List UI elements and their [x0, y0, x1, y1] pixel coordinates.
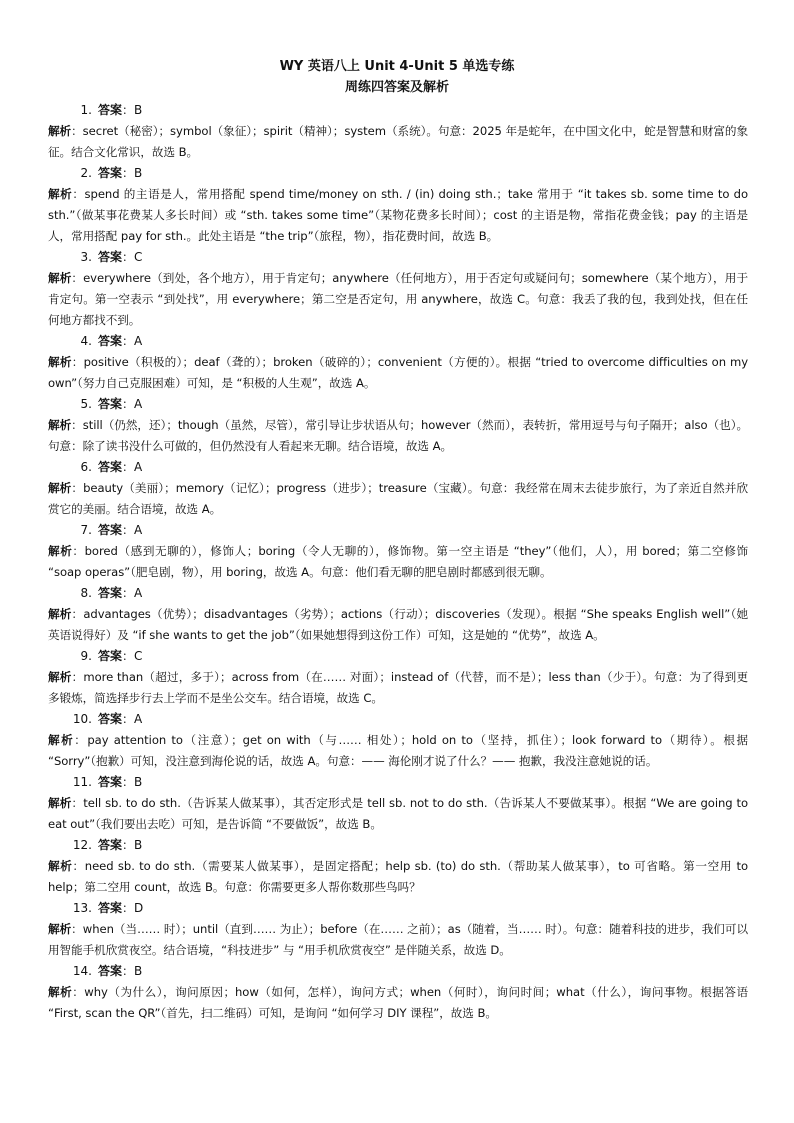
answer-colon: ： [122, 460, 135, 474]
explanation-label: 解析 [48, 481, 72, 495]
question-number: 14. [72, 964, 92, 978]
question-number: 3. [80, 250, 92, 264]
answer-item [48, 520, 748, 583]
explanation-colon: ： [71, 796, 84, 810]
answer-label: 答案 [98, 103, 123, 117]
answer-line [48, 394, 748, 415]
answer-colon: ： [122, 166, 135, 180]
answer-label: 答案 [98, 250, 123, 264]
explanation-label: 解析 [48, 271, 72, 285]
answer-colon: ： [122, 712, 135, 726]
explanation-label: 解析 [48, 859, 73, 873]
answer-item [48, 163, 748, 247]
question-number: 1. [80, 103, 92, 117]
explanation-text: spend 的主语是人，常用搭配 spend time/money on sth. / (in) doing sth.；take 常用于 “it takes sb. some time to do sth.”（做某事花费某人多长时间）或 “sth. takes some time”（某物花费多长时间）；cost 的主语是物，常指花费金钱；pay 的主语是人，常用搭配 pay for sth.。此处主语是 “the trip”（旅程，物），指花费时间，故选 B。 [48, 187, 749, 243]
answer-line [48, 772, 748, 793]
answer-label: 答案 [98, 838, 123, 852]
explanation-colon: ： [74, 733, 88, 747]
explanation-text: everywhere（到处，各个地方），用于肯定句；anywhere（任何地方），用于否定句或疑问句；somewhere（某个地方），用于肯定句。第一空表示 “到处找”，用 everywhere；第二空是否定句，用 anywhere，故选 C。句意：我丢了我的包，我到处找，但在任何地方都找不到。 [48, 271, 748, 327]
answer-line [48, 898, 748, 919]
explanation-colon: ： [71, 271, 84, 285]
explanation-text: when（当…… 时）；until（直到…… 为止）；before（在…… 之前）；as（随着，当…… 时）。句意：随着科技的进步，我们可以用智能手机欣赏夜空。结合语境，“科技进步” 与 “用手机欣赏夜空” 是伴随关系，故选 D。 [48, 922, 749, 957]
answer-label: 答案 [98, 334, 123, 348]
explanation-paragraph [48, 919, 748, 961]
explanation-colon: ： [72, 187, 85, 201]
answer-item [48, 247, 748, 331]
explanation-text: positive（积极的）；deaf（聋的）；broken（破碎的）；convenient（方便的）。根据 “tried to overcome difficulties on my own”（努力自己克服困难）可知，是 “积极的人生观”，故选 A。 [48, 355, 749, 390]
answer-colon: ： [122, 964, 135, 978]
explanation-paragraph [48, 121, 748, 163]
explanation-label: 解析 [48, 670, 72, 684]
explanation-colon: ： [71, 922, 83, 936]
answer-colon: ： [122, 775, 135, 789]
explanation-text: advantages（优势）；disadvantages（劣势）；actions（行动）；discoveries（发现）。根据 “She speaks English well”（她英语说得好）及 “if she wants to get the job”（如果她想得到这份工作）可知，这是她的 “优势”，故选 A。 [48, 607, 749, 642]
answer-colon: ： [122, 523, 135, 537]
explanation-colon: ： [72, 544, 85, 558]
answer-item [48, 835, 748, 898]
answer-item [48, 646, 748, 709]
explanation-text: tell sb. to do sth.（告诉某人做某事），其否定形式是 tell sb. not to do sth.（告诉某人不要做某事）。根据 “We are going to eat out”（我们要出去吃）可知，是告诉简 “不要做饭”，故选 B。 [48, 796, 749, 831]
answer-label: 答案 [98, 712, 123, 726]
explanation-label: 解析 [48, 607, 72, 621]
answer-colon: ： [122, 397, 135, 411]
question-number: 5. [80, 397, 92, 411]
explanation-text: pay attention to（注意）；get on with（与…… 相处）；hold on to（坚持，抓住）；look forward to（期待）。根据 “Sorry”（抱歉）可知，没注意到海伦说的话，故选 A。句意：—— 海伦刚才说了什么？—— 抱歉，我没注意她说的话。 [48, 733, 749, 768]
answer-value: D [134, 901, 144, 915]
explanation-colon: ： [71, 607, 84, 621]
answer-colon: ： [122, 103, 135, 117]
answer-value: A [134, 334, 143, 348]
question-number: 11. [72, 775, 92, 789]
explanation-paragraph [48, 268, 748, 331]
answer-value: A [134, 586, 143, 600]
explanation-label: 解析 [48, 124, 72, 138]
explanation-text: need sb. to do sth.（需要某人做某事），是固定搭配；help sb. (to) do sth.（帮助某人做某事），to 可省略。第一空用 to help；第二空用 count，故选 B。句意：你需要更多人帮你数那些鸟吗？ [48, 859, 749, 894]
answer-item [48, 772, 748, 835]
explanation-colon: ： [72, 985, 85, 999]
explanation-text: more than（超过，多于）；across from（在…… 对面）；instead of（代替，而不是）；less than（少于）。句意：为了得到更多锻炼，简选择步行去上学而不是坐公交车。结合语境，故选 C。 [48, 670, 749, 705]
answer-label: 答案 [98, 523, 123, 537]
answer-line [48, 583, 748, 604]
question-number: 12. [72, 838, 92, 852]
answer-value: A [134, 460, 143, 474]
answer-line [48, 331, 748, 352]
explanation-text: still（仍然，还）；though（虽然，尽管），常引导让步状语从句；however（然而），表转折，常用逗号与句子隔开；also（也）。句意：除了读书没什么可做的，但仍然没有人看起来无聊。结合语境，故选 A。 [48, 418, 749, 453]
explanation-label: 解析 [48, 733, 75, 747]
explanation-text: why（为什么），询问原因；how（如何，怎样），询问方式；when（何时），询问时间；what（什么），询问事物。根据答语 “First, scan the QR”（首先，扫二维码）可知，是询问 “如何学习 DIY 课程”，故选 B。 [48, 985, 748, 1020]
answer-value: A [134, 523, 143, 537]
explanation-text: bored（感到无聊的），修饰人；boring（令人无聊的），修饰物。第一空主语是 “they”（他们，人），用 bored；第二空修饰 “soap operas”（肥皂剧，物），用 boring，故选 A。句意：他们看无聊的肥皂剧时都感到很无聊。 [48, 544, 748, 579]
explanation-text: secret（秘密）；symbol（象征）；spirit（精神）；system（系统）。句意：2025 年是蛇年，在中国文化中，蛇是智慧和财富的象征。结合文化常识，故选 B。 [48, 124, 749, 159]
answer-item [48, 394, 748, 457]
explanation-paragraph [48, 730, 748, 772]
answer-line [48, 709, 748, 730]
answer-colon: ： [122, 334, 135, 348]
answer-colon: ： [122, 649, 135, 663]
explanation-paragraph [48, 667, 748, 709]
answer-item [48, 457, 748, 520]
answer-value: B [134, 166, 143, 180]
question-number: 8. [80, 586, 92, 600]
answer-line [48, 961, 748, 982]
explanation-colon: ： [71, 124, 83, 138]
explanation-paragraph [48, 604, 748, 646]
explanation-paragraph [48, 793, 748, 835]
explanation-paragraph [48, 541, 748, 583]
explanation-colon: ： [71, 481, 84, 495]
explanation-paragraph [48, 415, 748, 457]
explanation-paragraph [48, 856, 748, 898]
answer-label: 答案 [98, 586, 123, 600]
explanation-paragraph [48, 184, 748, 247]
explanation-label: 解析 [48, 418, 72, 432]
answer-label: 答案 [98, 901, 123, 915]
answer-line [48, 835, 748, 856]
question-number: 9. [80, 649, 92, 663]
answer-line [48, 646, 748, 667]
explanation-colon: ： [71, 355, 84, 369]
answer-item [48, 961, 748, 1024]
answer-line [48, 247, 748, 268]
answer-line [48, 457, 748, 478]
answer-colon: ： [122, 250, 135, 264]
answer-colon: ： [122, 901, 135, 915]
question-number: 7. [80, 523, 92, 537]
answer-value: C [134, 649, 143, 663]
document-subtitle: 周练四答案及解析 [344, 80, 449, 95]
explanation-paragraph [48, 982, 748, 1024]
explanation-paragraph [48, 478, 748, 520]
answer-label: 答案 [98, 649, 123, 663]
answer-value: B [134, 775, 143, 789]
explanation-colon: ： [72, 859, 85, 873]
answer-line [48, 520, 748, 541]
question-number: 13. [72, 901, 92, 915]
answer-value: B [134, 964, 143, 978]
answer-label: 答案 [98, 166, 123, 180]
answer-line [48, 163, 748, 184]
answer-colon: ： [122, 838, 135, 852]
answer-value: A [134, 397, 143, 411]
answer-item [48, 331, 748, 394]
explanation-label: 解析 [48, 544, 73, 558]
answer-item [48, 709, 748, 772]
answer-item [48, 100, 748, 163]
explanation-label: 解析 [48, 355, 72, 369]
answer-value: B [134, 838, 143, 852]
answer-value: B [134, 103, 143, 117]
answer-line [48, 100, 748, 121]
answer-list [48, 100, 748, 1024]
answer-item [48, 583, 748, 646]
question-number: 4. [80, 334, 92, 348]
explanation-paragraph [48, 352, 748, 394]
explanation-label: 解析 [48, 187, 73, 201]
explanation-text: beauty（美丽）；memory（记忆）；progress（进步）；treasure（宝藏）。句意：我经常在周末去徒步旅行，为了亲近自然并欣赏它的美丽。结合语境，故选 A。 [48, 481, 748, 516]
explanation-colon: ： [71, 670, 84, 684]
answer-label: 答案 [98, 964, 123, 978]
question-number: 2. [80, 166, 92, 180]
explanation-colon: ： [71, 418, 83, 432]
document-title: WY 英语八上 Unit 4-Unit 5 单选专练 [279, 59, 515, 74]
answer-label: 答案 [98, 775, 123, 789]
explanation-label: 解析 [48, 922, 72, 936]
explanation-label: 解析 [48, 796, 72, 810]
answer-value: A [134, 712, 143, 726]
answer-item [48, 898, 748, 961]
answer-label: 答案 [98, 460, 123, 474]
answer-value: C [134, 250, 143, 264]
explanation-label: 解析 [48, 985, 73, 999]
answer-colon: ： [122, 586, 135, 600]
question-number: 10. [72, 712, 92, 726]
answer-label: 答案 [98, 397, 123, 411]
question-number: 6. [80, 460, 92, 474]
